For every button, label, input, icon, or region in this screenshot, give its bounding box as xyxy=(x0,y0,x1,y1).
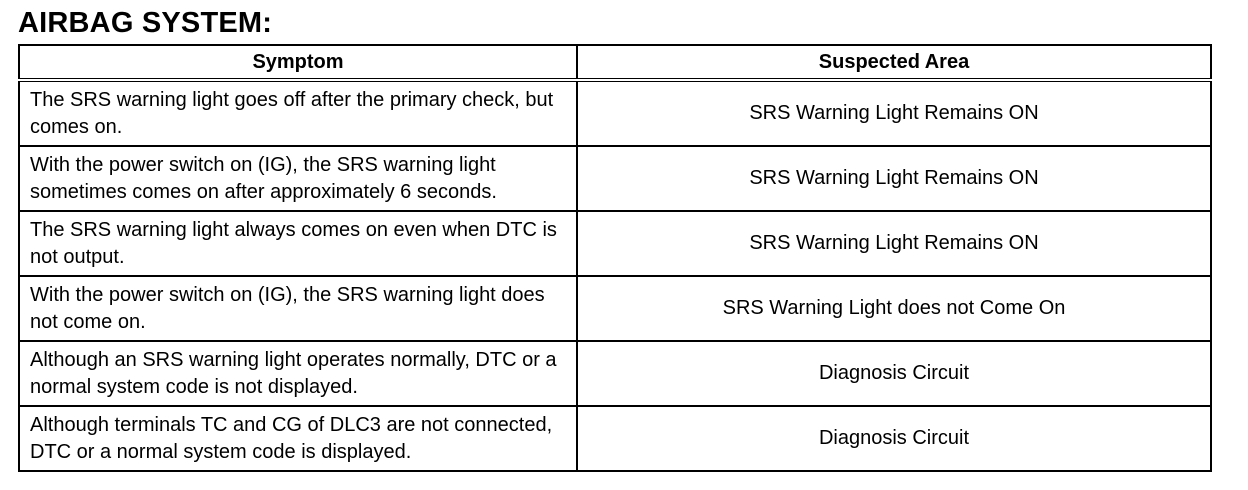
table-body xyxy=(19,80,1211,471)
suspected-area-cell: Diagnosis Circuit xyxy=(577,406,1211,471)
symptom-cell: The SRS warning light goes off after the primary check, but comes on. xyxy=(19,80,577,146)
header-suspected-area: Suspected Area xyxy=(577,45,1211,80)
suspected-area-cell: SRS Warning Light Remains ON xyxy=(577,146,1211,211)
suspected-area-cell: SRS Warning Light Remains ON xyxy=(577,211,1211,276)
table-row xyxy=(19,211,1211,276)
symptom-cell: With the power switch on (IG), the SRS warning light does not come on. xyxy=(19,276,577,341)
table-row xyxy=(19,341,1211,406)
symptom-cell: Although terminals TC and CG of DLC3 are not connected, DTC or a normal system code is displayed. xyxy=(19,406,577,471)
table-row xyxy=(19,146,1211,211)
table-row xyxy=(19,80,1211,146)
symptom-cell: Although an SRS warning light operates normally, DTC or a normal system code is not displayed. xyxy=(19,341,577,406)
table-header-row xyxy=(19,45,1211,80)
symptom-cell: The SRS warning light always comes on even when DTC is not output. xyxy=(19,211,577,276)
page-title: AIRBAG SYSTEM: xyxy=(18,7,273,39)
header-symptom: Symptom xyxy=(19,45,577,80)
table-row xyxy=(19,276,1211,341)
suspected-area-cell: SRS Warning Light Remains ON xyxy=(577,80,1211,146)
table-row xyxy=(19,406,1211,471)
suspected-area-cell: Diagnosis Circuit xyxy=(577,341,1211,406)
suspected-area-cell: SRS Warning Light does not Come On xyxy=(577,276,1211,341)
symptom-cell: With the power switch on (IG), the SRS warning light sometimes comes on after approximately 6 seconds. xyxy=(19,146,577,211)
symptom-table xyxy=(18,44,1212,472)
table-header xyxy=(19,45,1211,80)
